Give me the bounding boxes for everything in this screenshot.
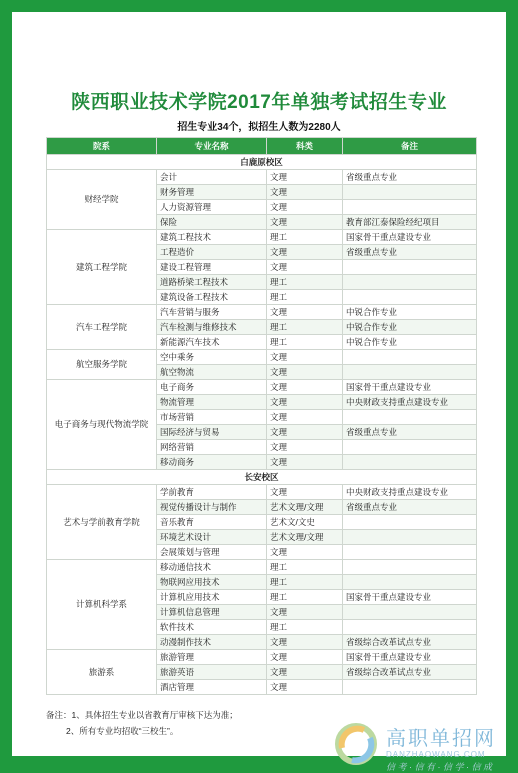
header-type: 科类 [267,138,343,155]
notes-line-2 [46,723,238,739]
major-cell: 物流管理 [157,395,267,410]
campus-name: 白鹿原校区 [47,155,477,170]
table-row [47,485,477,500]
note-cell: 省级重点专业 [343,500,477,515]
note-cell: 省级综合改革试点专业 [343,635,477,650]
major-cell: 会展策划与管理 [157,545,267,560]
note-cell [343,365,477,380]
note-cell: 国家骨干重点建设专业 [343,230,477,245]
major-cell: 空中乘务 [157,350,267,365]
note-cell: 国家骨干重点建设专业 [343,380,477,395]
type-cell: 文理 [267,455,343,470]
header-major: 专业名称 [157,138,267,155]
major-cell: 移动商务 [157,455,267,470]
major-cell: 旅游管理 [157,650,267,665]
note-cell [343,530,477,545]
type-cell: 艺术文理/文理 [267,530,343,545]
major-cell: 物联网应用技术 [157,575,267,590]
note-cell [343,290,477,305]
type-cell: 文理 [267,680,343,695]
major-cell: 计算机应用技术 [157,590,267,605]
note-cell: 中央财政支持重点建设专业 [343,395,477,410]
major-cell: 网络营销 [157,440,267,455]
major-cell: 保险 [157,215,267,230]
note-cell [343,455,477,470]
type-cell: 文理 [267,305,343,320]
type-cell: 文理 [267,605,343,620]
type-cell: 文理 [267,215,343,230]
type-cell: 艺术文理/文理 [267,500,343,515]
table-row [47,305,477,320]
header-college: 院系 [47,138,157,155]
major-cell: 视觉传播设计与制作 [157,500,267,515]
type-cell: 文理 [267,350,343,365]
note-cell: 国家骨干重点建设专业 [343,650,477,665]
note-cell: 中锐合作专业 [343,335,477,350]
note-cell: 中央财政支持重点建设专业 [343,485,477,500]
major-cell: 会计 [157,170,267,185]
college-name: 计算机科学系 [47,560,157,650]
major-cell: 建筑设备工程技术 [157,290,267,305]
type-cell: 理工 [267,230,343,245]
college-name: 财经学院 [47,170,157,230]
major-cell: 软件技术 [157,620,267,635]
college-name: 旅游系 [47,650,157,695]
note-cell [343,620,477,635]
type-cell: 文理 [267,410,343,425]
campus-name: 长安校区 [47,470,477,485]
major-cell: 酒店管理 [157,680,267,695]
major-cell: 建设工程管理 [157,260,267,275]
note-cell [343,410,477,425]
major-cell: 旅游英语 [157,665,267,680]
page-subtitle: 招生专业34个，拟招生人数为2280人 [177,122,341,133]
note-cell [343,545,477,560]
note-cell [343,575,477,590]
table-row [47,170,477,185]
major-cell: 财务管理 [157,185,267,200]
notes-line-1 [46,707,238,723]
type-cell: 理工 [267,575,343,590]
table-row [47,560,477,575]
note-cell: 省级重点专业 [343,245,477,260]
major-cell: 音乐教育 [157,515,267,530]
table-row [47,230,477,245]
note-cell [343,605,477,620]
watermark-cn: 高职单招网 [386,728,496,750]
type-cell: 文理 [267,545,343,560]
note-cell [343,515,477,530]
major-cell: 国际经济与贸易 [157,425,267,440]
note-cell [343,560,477,575]
notes [46,707,238,739]
major-cell: 人力资源管理 [157,200,267,215]
watermark-sub: 信 考 · 信 有 · 信 学 · 信 成 [386,762,492,772]
type-cell: 理工 [267,275,343,290]
note-cell: 省级综合改革试点专业 [343,665,477,680]
type-cell: 艺术文/文史 [267,515,343,530]
note-cell [343,350,477,365]
type-cell: 文理 [267,650,343,665]
major-cell: 道路桥梁工程技术 [157,275,267,290]
note-cell [343,440,477,455]
type-cell: 理工 [267,290,343,305]
watermark-en: DANZHAOWANG.COM [386,750,486,759]
type-cell: 理工 [267,560,343,575]
note-cell [343,260,477,275]
campus-row [47,470,477,485]
note-cell [343,275,477,290]
major-cell: 汽车营销与服务 [157,305,267,320]
type-cell: 理工 [267,335,343,350]
type-cell: 文理 [267,380,343,395]
college-name: 电子商务与现代物流学院 [47,380,157,470]
major-cell: 动漫制作技术 [157,635,267,650]
campus-row [47,155,477,170]
note-item: 2、所有专业均招收“三校生”。 [66,726,179,736]
table-row [47,380,477,395]
type-cell: 文理 [267,185,343,200]
watermark [334,722,509,772]
note-cell [343,680,477,695]
table-row [47,350,477,365]
major-cell: 新能源汽车技术 [157,335,267,350]
table-header-row [47,138,477,155]
majors-table [46,137,477,695]
major-cell: 环境艺术设计 [157,530,267,545]
table-row [47,650,477,665]
type-cell: 文理 [267,665,343,680]
major-cell: 电子商务 [157,380,267,395]
college-name: 艺术与学前教育学院 [47,485,157,560]
watermark-logo-icon [334,722,378,766]
table-body [47,155,477,695]
note-item: 1、具体招生专业以省教育厅审核下达为准； [71,710,238,720]
major-cell: 建筑工程技术 [157,230,267,245]
type-cell: 文理 [267,200,343,215]
type-cell: 文理 [267,245,343,260]
college-name: 航空服务学院 [47,350,157,380]
type-cell: 理工 [267,620,343,635]
type-cell: 文理 [267,440,343,455]
major-cell: 移动通信技术 [157,560,267,575]
notes-label: 备注： [46,710,72,720]
type-cell: 文理 [267,260,343,275]
type-cell: 文理 [267,395,343,410]
major-cell: 航空物流 [157,365,267,380]
document-page [12,12,506,772]
note-cell: 中锐合作专业 [343,320,477,335]
type-cell: 文理 [267,635,343,650]
type-cell: 理工 [267,320,343,335]
page-title: 陕西职业技术学院2017年单独考试招生专业 [71,92,447,113]
major-cell: 工程造价 [157,245,267,260]
college-name: 建筑工程学院 [47,230,157,305]
major-cell: 市场营销 [157,410,267,425]
type-cell: 文理 [267,425,343,440]
header-note: 备注 [343,138,477,155]
type-cell: 文理 [267,365,343,380]
major-cell: 计算机信息管理 [157,605,267,620]
major-cell: 学前教育 [157,485,267,500]
note-cell: 国家骨干重点建设专业 [343,590,477,605]
type-cell: 文理 [267,170,343,185]
note-cell: 省级重点专业 [343,425,477,440]
note-cell: 省级重点专业 [343,170,477,185]
note-cell [343,200,477,215]
note-cell: 中锐合作专业 [343,305,477,320]
college-name: 汽车工程学院 [47,305,157,350]
major-cell: 汽车检测与维修技术 [157,320,267,335]
note-cell [343,185,477,200]
note-cell: 教育部江泰保险经纪项目 [343,215,477,230]
type-cell: 理工 [267,590,343,605]
type-cell: 文理 [267,485,343,500]
